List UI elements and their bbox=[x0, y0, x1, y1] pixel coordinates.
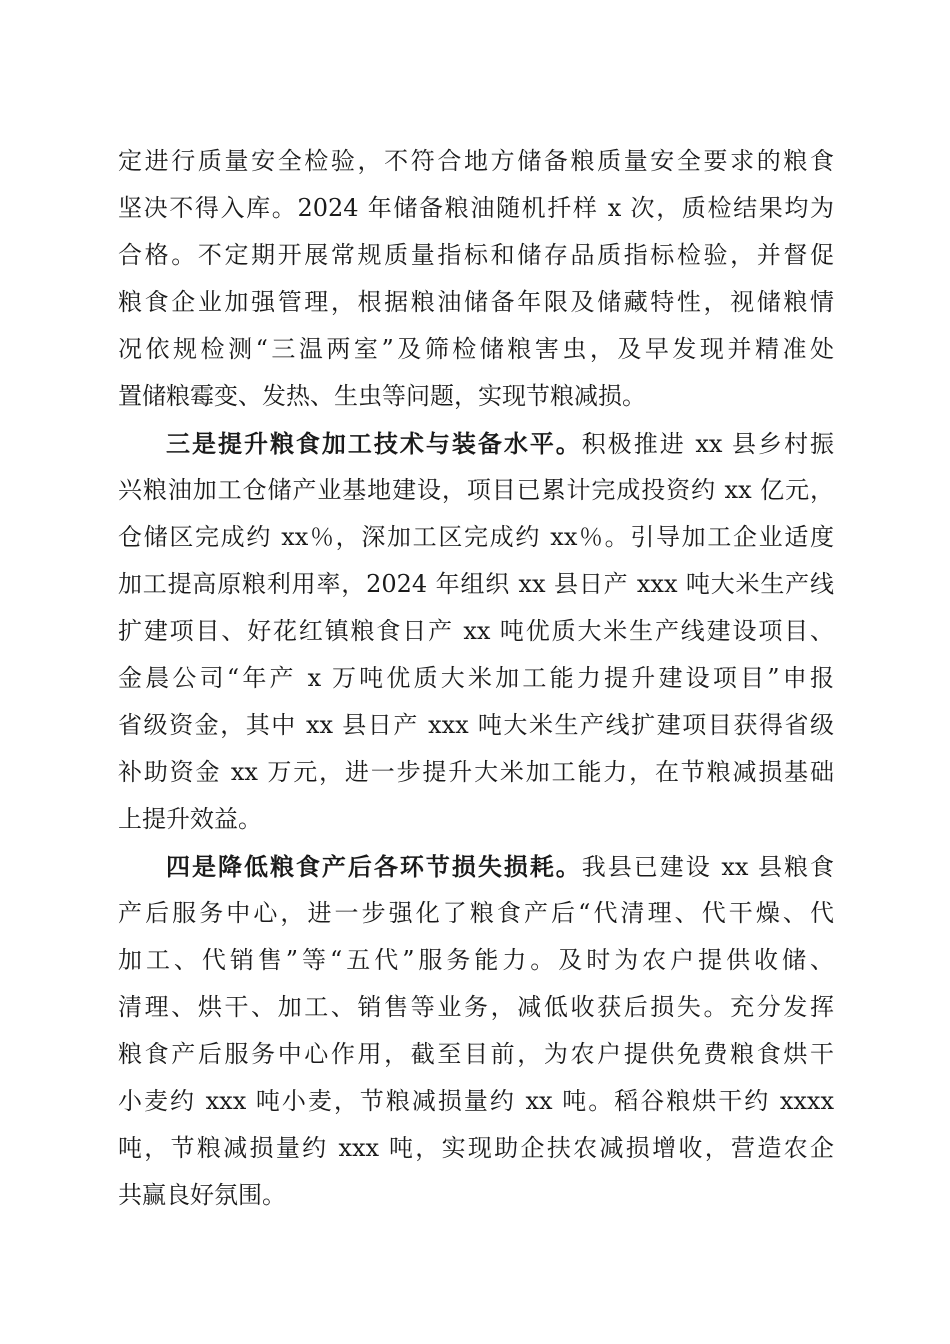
text-line: 仓储区完成约 xx％，深加工区完成约 xx％。引导加工企业适度 bbox=[118, 523, 834, 551]
text-run: 我县已建设 xx 县粮食 bbox=[581, 853, 834, 881]
text-line: 兴粮油加工仓储产业基地建设，项目已累计完成投资约 xx 亿元， bbox=[118, 476, 834, 504]
text-line: 加工提高原粮利用率，2024 年组织 xx 县日产 xxx 吨大米生产线 bbox=[118, 570, 834, 598]
text-line: 粮食企业加强管理，根据粮油储备年限及储藏特性，视储粮情 bbox=[118, 288, 834, 316]
text-line: 加工、代销售”等“五代”服务能力。及时为农户提供收储、 bbox=[118, 946, 834, 974]
text-line: 上提升效益。 bbox=[118, 805, 262, 833]
text-line: 共赢良好氛围。 bbox=[118, 1181, 286, 1209]
text-line: 清理、烘干、加工、销售等业务，减低收获后损失。充分发挥 bbox=[118, 993, 834, 1021]
text-line: 补助资金 xx 万元，进一步提升大米加工能力，在节粮减损基础 bbox=[118, 758, 834, 786]
document-body bbox=[118, 138, 834, 1219]
text-line: 小麦约 xxx 吨小麦，节粮减损量约 xx 吨。稻谷粮烘干约 xxxx bbox=[118, 1087, 834, 1115]
text-line: 粮食产后服务中心作用，截至目前，为农户提供免费粮食烘干 bbox=[118, 1040, 834, 1068]
paragraph-processing-technology bbox=[118, 420, 834, 843]
text-line: 置储粮霉变、发热、生虫等问题，实现节粮减损。 bbox=[118, 382, 646, 410]
text-line: 扩建项目、好花红镇粮食日产 xx 吨优质大米生产线建设项目、 bbox=[118, 617, 834, 645]
paragraph-storage-quality bbox=[118, 138, 834, 420]
text-line: 省级资金，其中 xx 县日产 xxx 吨大米生产线扩建项目获得省级 bbox=[118, 711, 834, 739]
text-line: 吨，节粮减损量约 xxx 吨，实现助企扶农减损增收，营造农企 bbox=[118, 1134, 834, 1162]
text-line: 定进行质量安全检验，不符合地方储备粮质量安全要求的粮食 bbox=[118, 147, 834, 175]
text-line: 坚决不得入库。2024 年储备粮油随机扦样 x 次，质检结果均为 bbox=[118, 194, 834, 222]
section-heading: 四是降低粮食产后各环节损失损耗。 bbox=[166, 852, 582, 881]
paragraph-first-line bbox=[118, 843, 834, 890]
section-heading: 三是提升粮食加工技术与装备水平。 bbox=[166, 429, 582, 458]
paragraph-first-line bbox=[118, 420, 834, 467]
text-line: 金晨公司“年产 x 万吨优质大米加工能力提升建设项目”申报 bbox=[118, 664, 834, 692]
text-run: 积极推进 xx 县乡村振 bbox=[581, 430, 834, 458]
text-line: 产后服务中心，进一步强化了粮食产后“代清理、代干燥、代 bbox=[118, 899, 834, 927]
text-line: 况依规检测“三温两室”及筛检储粮害虫，及早发现并精准处 bbox=[118, 335, 834, 363]
paragraph-post-harvest-loss bbox=[118, 843, 834, 1219]
text-line: 合格。不定期开展常规质量指标和储存品质指标检验，并督促 bbox=[118, 241, 834, 269]
